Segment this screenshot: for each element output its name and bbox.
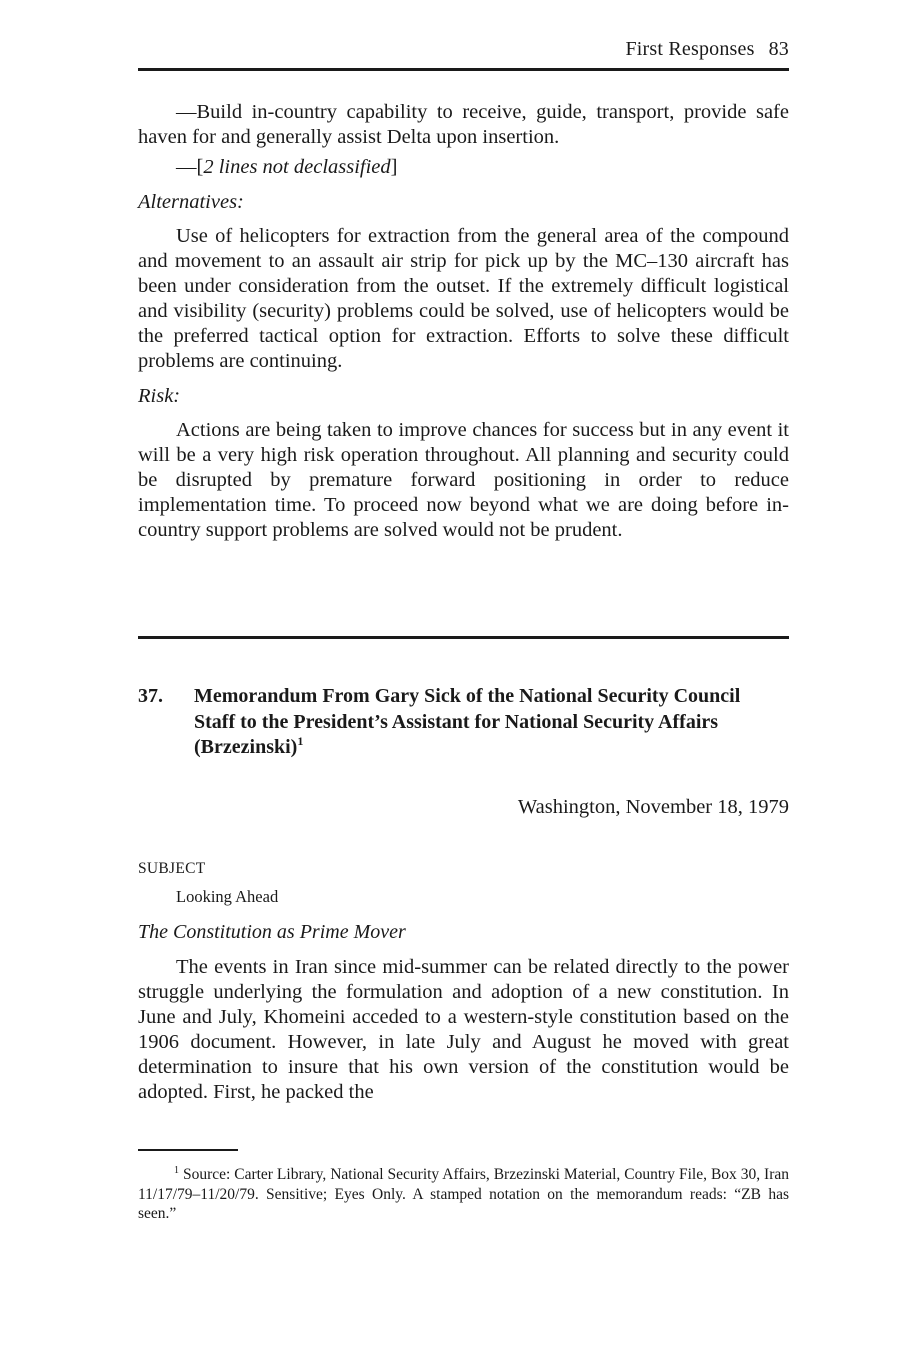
- section-title: The Constitution as Prime Mover: [138, 921, 406, 943]
- footnote-marker: 1: [297, 734, 304, 748]
- top-block: [138, 100, 789, 543]
- body-paragraph: The events in Iran since mid-summer can be related directly to the power struggle underlying the formulation and adoption of a new constitution. In June and July, Khomeini acceded to a western-style constitution based on the 1906 document. However, in late July and August he moved with great determination to insure that his own version of the constitution would be adopted. First, he packed the: [138, 956, 789, 1103]
- risk-paragraph: Actions are being taken to improve chances for success but in any event it will be a very high risk operation throughout. All planning and security could be disrupted by premature forward positioning in order to reduce implementation time. To proceed now beyond what we are doing before in-country support problems are solved would not be prudent.: [138, 419, 789, 541]
- footnote: [138, 1165, 789, 1224]
- page-number: 83: [768, 38, 789, 60]
- running-title: First Responses: [625, 38, 755, 60]
- footnote-text: Source: Carter Library, National Security Affairs, Brzezinski Material, Country File, Box 30, Iran 11/17/79–11/20/79. Sensitive; Eyes Only. A stamped notation on the memorandum reads: “ZB has seen.”: [138, 1166, 789, 1222]
- footnote-rule: [138, 1149, 238, 1151]
- document-title: Memorandum From Gary Sick of the National Security Council Staff to the President’s Assistant for National Security Affairs (Brzezinski)$^1$: [194, 685, 741, 758]
- build-line: —Build in-country capability to receive, guide, transport, provide safe haven for and generally assist Delta upon insertion.: [138, 101, 789, 148]
- risk-heading: Risk:: [138, 385, 181, 407]
- section-divider: [138, 636, 789, 639]
- footnote-number: 1: [174, 1165, 179, 1176]
- running-header: [625, 38, 789, 61]
- alternatives-paragraph: Use of helicopters for extraction from the general area of the compound and movement to an assault air strip for pick up by the MC–130 aircraft has been under consideration from the outset. If the extremely difficult logistical and visibility (security) problems could be solved, use of helicopters would be the preferred tactical option for extraction. Efforts to solve these difficult problems are continuing.: [138, 225, 789, 372]
- redaction-note: 2 lines not declassified: [203, 156, 391, 178]
- subject-text: Looking Ahead: [176, 887, 279, 906]
- memo-body: [138, 955, 789, 1105]
- document-number: 37.: [138, 685, 163, 707]
- dateline: Washington, November 18, 1979: [517, 796, 789, 818]
- subject-label: SUBJECT: [138, 860, 206, 877]
- redaction-line: —[2 lines not declassified]: [176, 156, 398, 178]
- header-rule: [138, 68, 789, 71]
- alternatives-heading: Alternatives:: [138, 191, 244, 213]
